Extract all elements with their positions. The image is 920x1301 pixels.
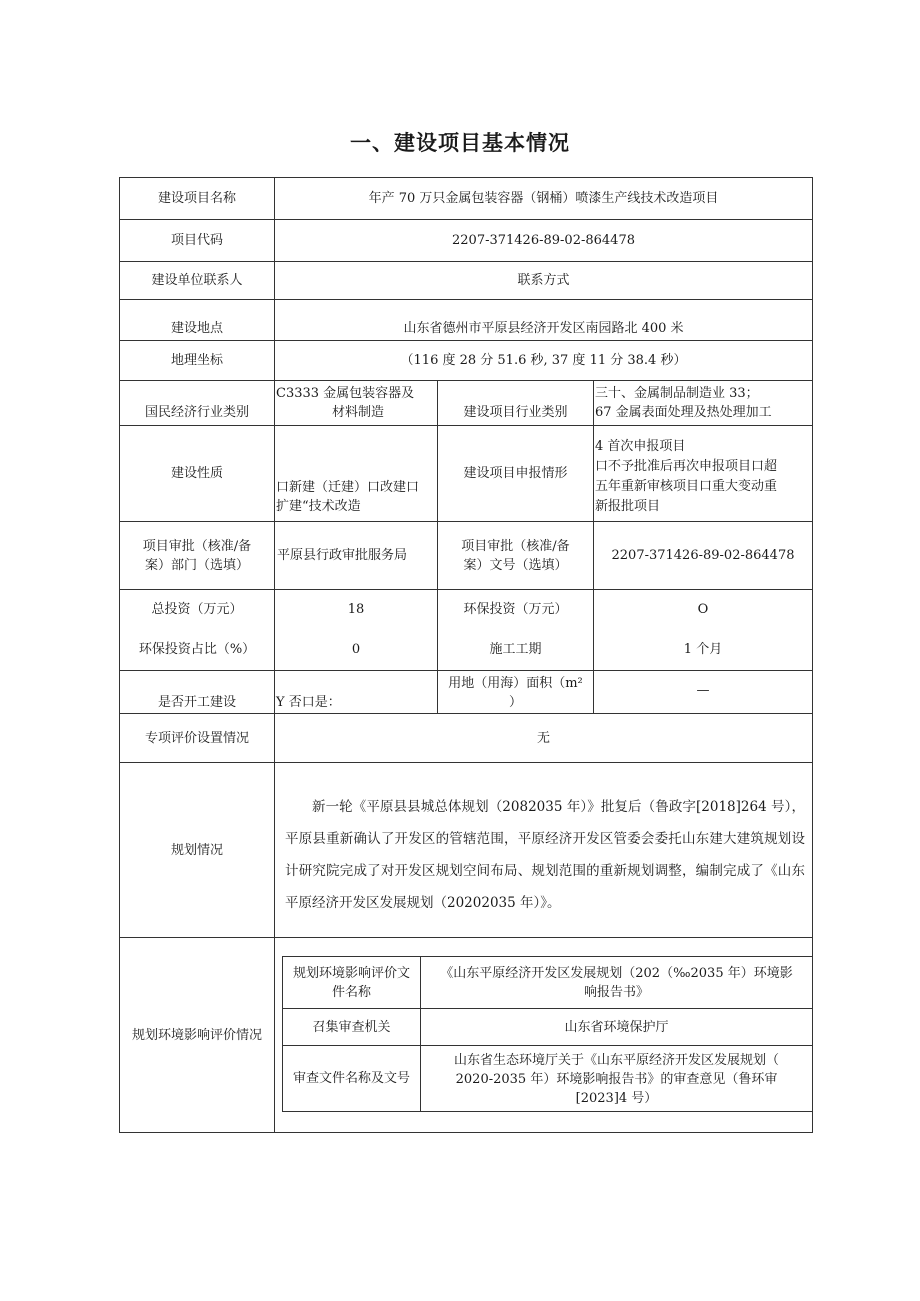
approval-dept-label-line2: 案）部门（选填） [144, 557, 249, 573]
total-investment-value: 18 [347, 601, 365, 617]
industry-category-line2: 67 金属表面处理及热处理加工 [595, 405, 772, 420]
special-eval-value: 无 [536, 730, 550, 746]
industry-value-line2: 材料制造 [332, 405, 385, 420]
project-name-label: 建设项目名称 [157, 191, 236, 206]
eia-doc-name-label-line1: 规划环境影响评价文 [292, 965, 410, 981]
nature-value-line1: 口新建（迁建）口改建口 [276, 480, 420, 495]
eia-doc-name-value [421, 957, 812, 1008]
contact-value: 联系方式 [517, 273, 570, 288]
declaration-label: 建设项目申报情形 [463, 466, 568, 481]
row-divider [119, 299, 813, 300]
industry-category-label: 建设项目行业类别 [463, 405, 568, 420]
total-investment-label: 总投资（万元） [151, 601, 243, 617]
planning-label: 规划情况 [170, 842, 223, 858]
eia-label: 规划环境影响评价情况 [131, 1027, 262, 1043]
coords-label: 地理坐标 [170, 353, 223, 368]
industry-label: 国民经济行业类别 [144, 405, 249, 420]
coords-value: （116 度 28 分 51.6 秒, 37 度 11 分 38.4 秒） [400, 353, 687, 368]
approval-doc-label-line2: 案）文号（选填） [463, 557, 568, 573]
contact-label: 建设单位联系人 [151, 273, 243, 288]
inner-divider [282, 1111, 813, 1112]
approval-dept-label-line1: 项目审批（核准/备 [142, 538, 252, 554]
eia-doc-name-label-line2: 件名称 [331, 984, 371, 1000]
approval-doc-value: 2207-371426-89-02-864478 [611, 548, 795, 563]
declaration-line1: 4 首次申报项目 [595, 439, 686, 454]
planning-text: 新一轮《平原县县城总体规划（2082035 年）》批复后（鲁政字[2018]264 号），平原县重新确认了开发区的管辖范围，平原经济开发区管委会委托山东建大建筑规划设计研究院完成了对开发区规划空间布局、规划范围的重新规划调整，编制完成了《山东平原经济开发区发展规划（20202035 年）》。 [285, 799, 805, 911]
env-investment-label: 环保投资（万元） [463, 601, 568, 617]
eia-review-doc-line3: [2023]4 号） [575, 1090, 658, 1106]
industry-value [276, 384, 436, 424]
row-divider [119, 589, 813, 590]
declaration-line3: 五年重新审核项目口重大变动重 [595, 479, 778, 494]
approval-doc-label [438, 522, 593, 589]
land-area-value: — [696, 682, 710, 698]
location-value: 山东省德州市平原县经济开发区南园路北 400 米 [403, 320, 684, 336]
nature-value [276, 478, 436, 520]
eia-doc-name-label [283, 957, 420, 1008]
industry-category-value [595, 384, 811, 424]
nature-label: 建设性质 [170, 466, 223, 481]
land-area-label [438, 674, 593, 712]
started-value: Y 否口是： [276, 695, 341, 710]
eia-review-doc-label: 审查文件名称及文号 [292, 1071, 410, 1086]
eia-review-doc-line1: 山东省生态环境厅关于《山东平原经济开发区发展规划（ [453, 1052, 779, 1068]
eia-review-doc-line2: 2020-2035 年）环境影响报告书》的审查意见（鲁环审 [455, 1071, 778, 1087]
env-investment-value: O [697, 601, 709, 617]
started-label: 是否开工建设 [157, 695, 236, 710]
construction-period-label: 施工工期 [489, 641, 542, 657]
table-border [119, 1132, 813, 1133]
land-area-label-line1: 用地（用海）面积（m² [448, 676, 583, 691]
declaration-line4: 新报批项目 [595, 499, 661, 514]
approval-dept-label [120, 522, 274, 589]
inner-col-divider [812, 956, 813, 1112]
nature-value-line2: 扩建“技术改造 [276, 499, 361, 514]
location-label: 建设地点 [170, 320, 223, 336]
special-eval-label: 专项评价设置情况 [144, 730, 249, 746]
env-ratio-value: 0 [351, 641, 361, 657]
page-title: 一、建设项目基本情况 [350, 131, 570, 155]
eia-authority-label: 召集审查机关 [312, 1019, 391, 1035]
eia-review-doc-value [421, 1048, 812, 1110]
approval-dept-value: 平原县行政审批服务局 [277, 548, 408, 563]
project-code-value: 2207-371426-89-02-864478 [452, 233, 635, 248]
construction-period-value: 1 个月 [683, 641, 723, 657]
project-code-label: 项目代码 [170, 233, 223, 248]
eia-authority-value: 山东省环境保护厅 [564, 1019, 669, 1035]
declaration-line2: 口不予批准后再次申报项目口超 [595, 459, 778, 474]
declaration-value [595, 437, 811, 519]
land-area-label-line2: ） [508, 695, 522, 710]
industry-value-line1: C3333 金属包装容器及 [276, 386, 415, 401]
eia-doc-name-value-line2: 响报告书》 [583, 984, 649, 1000]
approval-doc-label-line1: 项目审批（核准/备 [461, 538, 570, 554]
eia-doc-name-value-line1: 《山东平原经济开发区发展规划（202（‰2035 年）环境影 [440, 965, 793, 981]
env-ratio-label: 环保投资占比（%） [138, 641, 256, 657]
industry-category-line1: 三十、金属制品制造业 33； [595, 386, 759, 401]
project-name-value: 年产 70 万只金属包装容器（钢桶）喷漆生产线技术改造项目 [368, 191, 719, 206]
